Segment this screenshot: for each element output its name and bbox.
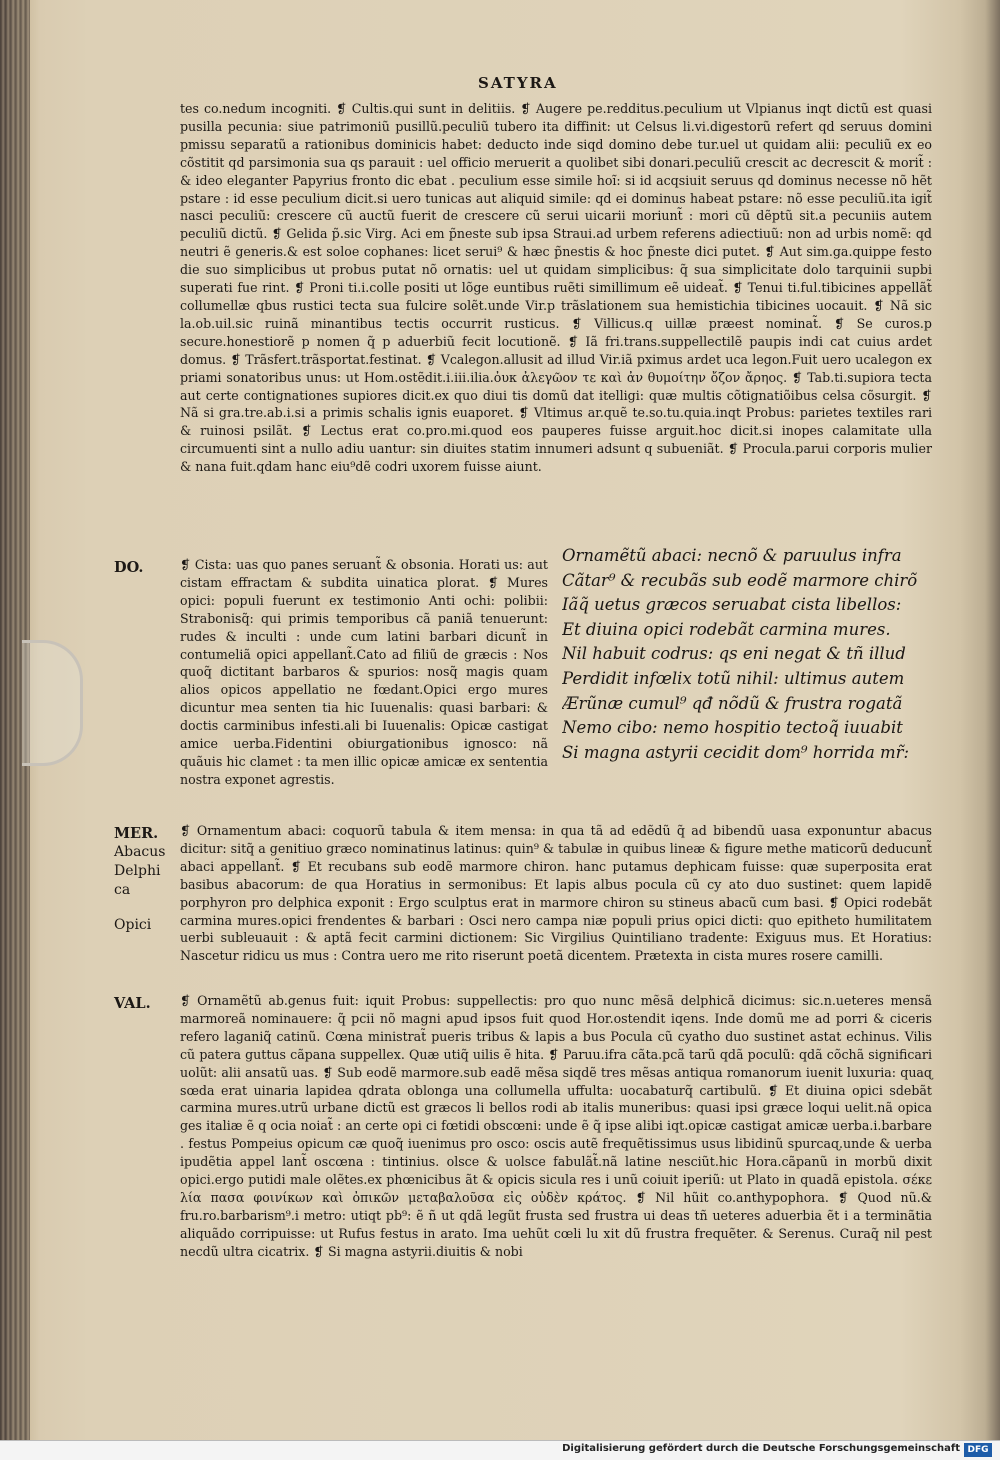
dfg-logo: DFG xyxy=(964,1443,992,1457)
marginal-opici: Opici xyxy=(114,917,152,933)
verse-line: Nil habuit codrus: qs eni negat & tñ illud xyxy=(562,644,906,664)
marginal-mer: MER. xyxy=(114,825,159,842)
verse-line: Cãtar⁹ & recubãs sub eodẽ marmore chirõ xyxy=(562,570,918,590)
verse-line: Nemo cibo: nemo hospitio tectoq̃ iuuabit xyxy=(562,718,903,738)
digitization-credit: Digitalisierung gefördert durch die Deutsche Forschungsgemeinschaft xyxy=(562,1443,960,1454)
marginal-val: VAL. xyxy=(114,995,151,1012)
verse-line: Ærũnæ cumul⁹ qđ nõdũ & frustra rogatã xyxy=(562,693,903,713)
marginal-delphica-2: ca xyxy=(114,882,131,898)
top-commentary: tes co.nedum incogniti. ❡ Cultis.qui sunt in delitiis. ❡ Augere pe.redditus.peculium ut Vlpianus inqt dictũ est quasi pusilla pecunia: siue patrimoniũ pusillũ.peculiũ tubero ita diffinit: ut Celsus li.vi.digestorũ refert qd seruus domini pmissu separatũ a rationibus dominicis habet: deducto inde siqd domino debe tur.uel ut quidam alii: peculiũ ex eo cõstitit qd parsimonia sua qs parauit : uel officio meruerit a quolibet sibi donari.peculiũ crescit ac decrescit & morit̃ : & ideo eleganter Papyrius fronto dic ebat . peculium esse simile hoĩ: si id acqsiuit seruus qd dominus necesse nõ hẽt pstare : id esse peculium dicit.si uero tunicas aut aliquid simile: qd ei dominus habeat pstare: nõ esse peculiũ.ita igit̃ nasci peculiũ: crescere cũ auctũ fuerit de crescere cũ serui uicarii moriunt̃ : mori cũ dẽptũ sit.a pecuniis autem peculiũ dictũ. ❡ Gelida p̃.sic Virg. Aci em p̃neste sub ipsa Straui.ad urbem referens adiectiuũ: non ad urbis nomẽ: qd neutri ẽ generis.& est soloe cophanes: licet serui⁹ & hæc p̃nestis & hoc p̃neste dici putet. ❡ Aut sim.ga.quippe festo die suo simplicibus ut probus putat nõ ornatis: uel ut quidam simplicibus: q̃ sua simplicitate dolo tarquinii supbi superati fue rint. ❡ Proni ti.i.colle positi ut lõge euntibus ruẽti simillimum eẽ uideat̃. ❡ Tenui ti.ful.tibicines appellãt̃ collumellæ qbus rustici tecta sua fulcire solẽt.unde Vir.p trãslationem sua hemistichia tibicines uocauit. ❡ Nã sic la.ob.uil.sic ruinã minantibus tectis occurrit rusticus. ❡ Villicus.q uillæ præest nominat̃. ❡ Se curos.p secure.honestiorẽ p nomen q̃ p aduerbiũ fecit locutionẽ. ❡ Iã fri.trans.suppellectilẽ paupis indi cat cuius ardet domus. ❡ Trãsfert.trãsportat.festinat. ❡ Vcalegon.allusit ad illud Vir.iã pximus ardet uca legon.Fuit uero ucalegon ex priami sonatoribus unus: ut Hom.ostẽdit.i.iii.ilia.ὀυκ ἀλεγῶον τε καὶ ἀν θυμοίτην ὄζον ἄρηος. ❡ Tab.ti.supiora tecta aut certe contignationes supiores dicit.ex quo diui tis domũ dat itelligi: quæ multis cõtignatiõibus celsa cõsurgit. ❡ Nã si gra.tre.ab.i.si a primis schalis ignis euaporet. ❡ Vltimus ar.quẽ te.so.tu.quia.inqt Probus: parietes textiles rari & ruinosi psilãt. ❡ Lectus erat co.pro.mi.quod eos pauperes fuisse arguit.hoc dicit.si inopes calamitate ulla circumuenti sint a nullo adiu uantur: sin diuites statim innumeri adsunt q subueniãt. ❡ Procula.parui corporis mulier & nana fuit.qdam hanc eiu⁹dẽ codri uxorem fuisse aiunt. xyxy=(180,101,932,475)
verse-block xyxy=(562,544,938,765)
footer-bar xyxy=(0,1440,1000,1460)
marginal-abacus: Abacus xyxy=(114,844,166,860)
verse-line: Et diuina opici rodebãt carmina mures. xyxy=(562,619,891,639)
page-clip xyxy=(22,640,83,766)
marginal-do: DO. xyxy=(114,559,144,576)
mer-commentary: ❡ Ornamentum abaci: coquorũ tabula & item mensa: in qua tã ad edẽdũ q̃ ad bibendũ uasa exponuntur abacus dicitur: sitq̃ a genitiuo græco nominatinus latinus: quin⁹ & tabulæ in quibus lineæ & figure methe maticorũ deducunt̃ abaci appellant̃. ❡ Et recubans sub eodẽ marmore chiron. hanc putamus dephicam fuisse: quæ superposita erat basibus abacorum: de qua Horatius in sermonibus: Et lapis albus pocula cũ cy ato duo sustinet: quem lapidẽ porphyron pro delphica exponit : Ergo sculptus erat in marmore chiron su stineus abacũ cum basi. ❡ Opici rodebãt carmina mures.opici frendentes & barbari : Osci nero campa niæ populi prius opici dicti: quo epitheto humilitatem uerbi subleuauit : & aptã fecit carmini dictionem: Sic Virgilius Quintiliano tradente: Exiguus mus. Et Horatius: Nascetur ridicu us mus : Contra uero me rito riserunt poetã dicentem. Prætexta in cista mures rosere camilli. xyxy=(180,823,932,964)
running-head: SATYRA xyxy=(478,74,558,92)
val-commentary: ❡ Ornamẽtũ ab.genus fuit: iquit Probus: suppellectis: pro quo nunc mẽsã delphicã dicimus: sic.n.ueteres mensã marmoreã nominauere: q̃ pcii nõ magni apud ipsos fuit quod Hor.ostendit iqens. Inde domũ me ad porri & ciceris refero laganiq̃ catinũ. Cœna ministrat̃ pueris tribus & lapis a bus Pocula cũ cyatho duo sustinet astat echinus. Vilis cũ patera guttus cãpana suppellex. Quæ utiq̃ uilis ẽ hita. ❡ Paruu.ifra cãta.pcã tarũ qdã poculũ: qdã cõchã significari uolũt: alii ansatũ uas. ❡ Sub eodẽ marmore.sub eadẽ mẽsa siqdẽ tres mẽsas antiqua romanorum iuenit luxuria: quaɋ sœda erat uinaria lapidea qdrata oblonga una collumella uffulta: uocabaturq̃ cartibulũ. ❡ Et diuina opici sdebãt carmina mures.utrũ urbane dictũ est græcos li bellos rodi ab italis muneribus: quasi ipsi græce loqui uelit.nã opica ges italiæ ẽ q ocia noiat̃ : an certe opi ci fœtidi obscœni: unde ẽ q̃ ipse alibi iqt.opicæ castigat amicæ uerba.i.barbare . festus Pompeius opicum cæ quoq̃ iuenimus pro osco: oscis autẽ frequẽtissimus usus libidinũ spurcaɋ.unde & uerba ipudẽtia appel lant̃ oscœna : tintinius. olsce & uolsce fabulãt̃.nã latine nesciũt.hic Hora.cãpanũ in morbũ dixit opici.ergo putidi male olẽtes.ex phœnicibus ãt & opicis sicula res i unũ coiuit iperiũ: ut Plato in quadã epistola. σέκε λία πασα φοινίκων καὶ ὀπικῶν μεταβαλοῦσα εἰς οὐδὲν κράτος. ❡ Nil hũit co.anthypophora. ❡ Quod nũ.& fru.ro.barbarism⁹.i metro: utiqt pb⁹: ẽ ñ ut qdã legũt frusta sed frustra ui deas tñ ueteres aduerbia ẽt i a terminãtia aliquãdo corripuisse: ut Rufus festus in arato. Ima uehũt cœli lu xit dũ frustra frequẽter. & Serenus. Curaq̃ nil pest necdũ ultra cicatrix. ❡ Si magna astyrii.diuitis & nobi xyxy=(180,993,932,1259)
verse-line: Si magna astyrii cecidit dom⁹ horrida mr̃: xyxy=(562,742,910,762)
verse-line: Iãq̃ uetus græcos seruabat cista libellos: xyxy=(562,595,902,615)
marginal-delphica-1: Delphi xyxy=(114,863,161,879)
left-commentary: ❡ Cista: uas quo panes seruant̃ & obsonia. Horati us: aut cistam effractam & subdita uinatica plorat. ❡ Mures opici: populi fuerunt ex testimonio Anti ochi: polibii: Strabonisq̃: qui primis temporibus cã paniã tenuerunt: rudes & inculti : unde cum latini barbari dicunt̃ in contumeliã opici appellant̃.Cato ad filiũ de græcis : Nos quoq̃ dictitant barbaros & spurios: nosq̃ magis quam alios opicos appellatio ne fœdant.Opici ergo mures dicuntur mea senten tia hic Iuuenalis: quasi barbari: & doctis carminibus infesti.ali bi Iuuenalis: Opicæ castigat amice uerba.Fidentini obiurgationibus ignosco: nã quãuis hic clamet : ta men illic opicæ amicæ ex sententia nostra exponet agrestis. xyxy=(180,557,548,787)
verse-line: Perdidit infœlix totũ nihil: ultimus autem xyxy=(562,668,905,688)
verse-line: Ornamẽtũ abaci: necnõ & paruulus infra xyxy=(562,546,902,565)
